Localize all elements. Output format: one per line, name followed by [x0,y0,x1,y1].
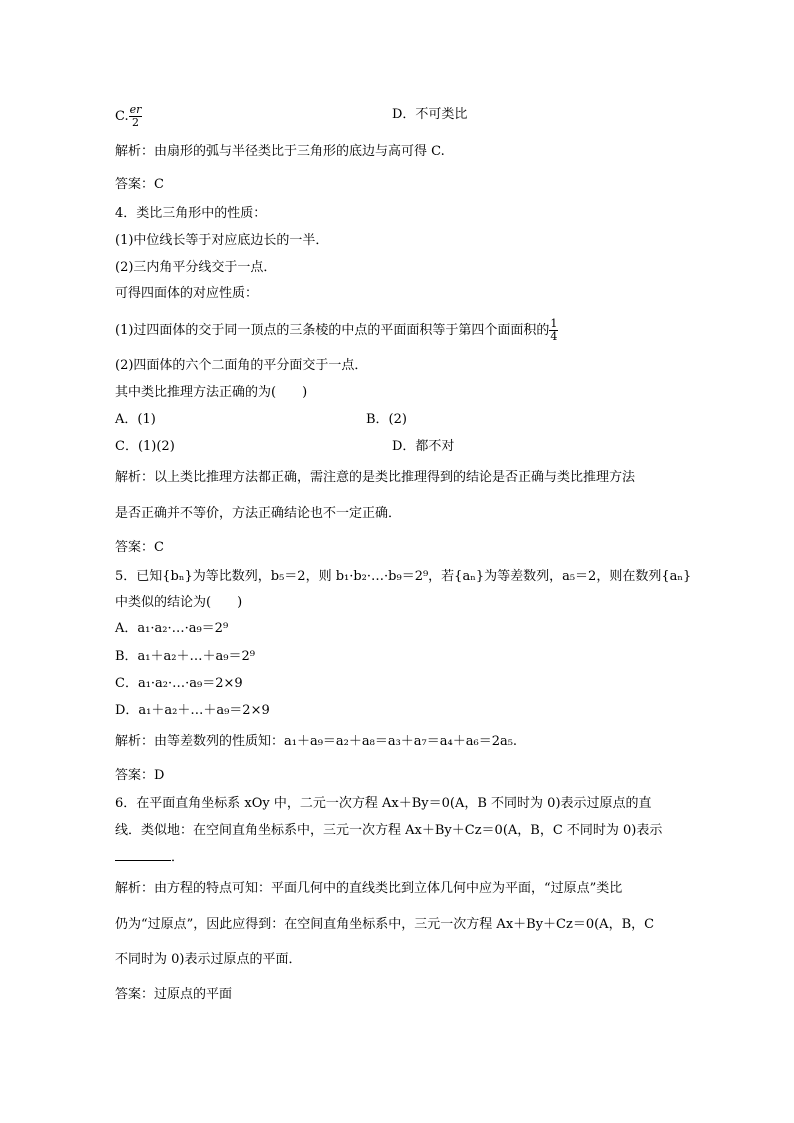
q4-answer: 答案：C [115,540,164,555]
q4-analysis-line-2: 是否正确并不等价，方法正确结论也不一定正确． [115,506,402,521]
q6-stem-line-3-end: ． [171,850,185,865]
q4-claim-2: (2)四面体的六个二面角的平分面交于一点． [115,358,368,373]
q4-claim-1 [115,318,558,343]
q4-claim-1-numerator: 1 [550,317,558,330]
q4-analysis-line-1: 解析：以上类比推理方法都正确，需注意的是类比推理得到的结论是否正确与类比推理方法 [115,470,636,485]
q4-property-2: (2)三内角平分线交于一点． [115,260,277,275]
q3-option-d: D．不可类比 [392,107,468,122]
q5-stem-line-1: 5．已知{bₙ}为等比数列，b₅＝2，则 b₁·b₂·…·b₉＝2⁹，若{aₙ}为等差数列，a₅＝2，则在数列{aₙ} [115,569,692,584]
q5-answer: 答案：D [115,768,165,783]
q4-lead: 可得四面体的对应性质： [115,286,259,301]
q5-option-a: A．a₁·a₂·…·a₉＝2⁹ [115,621,229,636]
q3-option-c-fraction [129,104,143,129]
q4-property-1: (1)中位线长等于对应底边长的一半． [115,233,329,248]
q3-option-c-denominator: 2 [132,116,140,129]
q6-analysis-line-3: 不同时为 0)表示过原点的平面． [115,952,302,967]
q5-stem-line-2: 中类似的结论为( ) [115,595,243,610]
q4-claim-1-denominator: 4 [550,330,558,343]
q5-option-c: C．a₁·a₂·…·a₉＝2×9 [115,676,243,691]
q6-answer: 答案：过原点的平面 [115,987,233,1002]
q4-option-c: C．(1)(2) [115,439,175,454]
q4-option-b: B．(2) [366,412,407,427]
q5-option-b: B．a₁＋a₂＋…＋a₉＝2⁹ [115,649,255,664]
q3-analysis: 解析：由扇形的弧与半径类比于三角形的底边与高可得 C. [115,144,445,159]
q6-stem-line-2: 线．类似地：在空间直角坐标系中，三元一次方程 Ax＋By＋Cz＝0(A，B，C 不同时为 0)表示 [115,823,663,838]
q6-stem-line-1: 6．在平面直角坐标系 xOy 中，二元一次方程 Ax＋By＝0(A，B 不同时为 0)表示过原点的直 [115,796,652,811]
q5-analysis: 解析：由等差数列的性质知：a₁＋a₉＝a₂＋a₈＝a₃＋a₇＝a₄＋a₆＝2a₅. [115,734,518,749]
q3-option-c-numerator: er [129,103,142,116]
q4-option-d: D．都不对 [392,439,455,454]
q4-claim-1-text: (1)过四面体的交于同一顶点的三条棱的中点的平面面积等于第四个面面积的 [115,323,550,338]
q4-stem: 4．类比三角形中的性质： [115,206,267,221]
q4-question: 其中类比推理方法正确的为( ) [115,385,308,400]
q6-analysis-line-1: 解析：由方程的特点可知：平面几何中的直线类比到立体几何中应为平面，“过原点”类比 [115,881,623,896]
q4-claim-1-fraction [549,318,558,343]
q3-answer: 答案：C [115,177,164,192]
q6-answer-blank [115,848,171,861]
q6-analysis-line-2: 仍为“过原点”，因此应得到：在空间直角坐标系中，三元一次方程 Ax＋By＋Cz＝0(A，B，C [115,917,655,932]
q6-stem-line-3 [115,848,184,867]
q3-option-c-prefix: C. [115,109,129,124]
q4-option-a: A．(1) [115,412,156,427]
q3-option-c [115,104,142,129]
q5-option-d: D．a₁＋a₂＋…＋a₉＝2×9 [115,703,270,718]
